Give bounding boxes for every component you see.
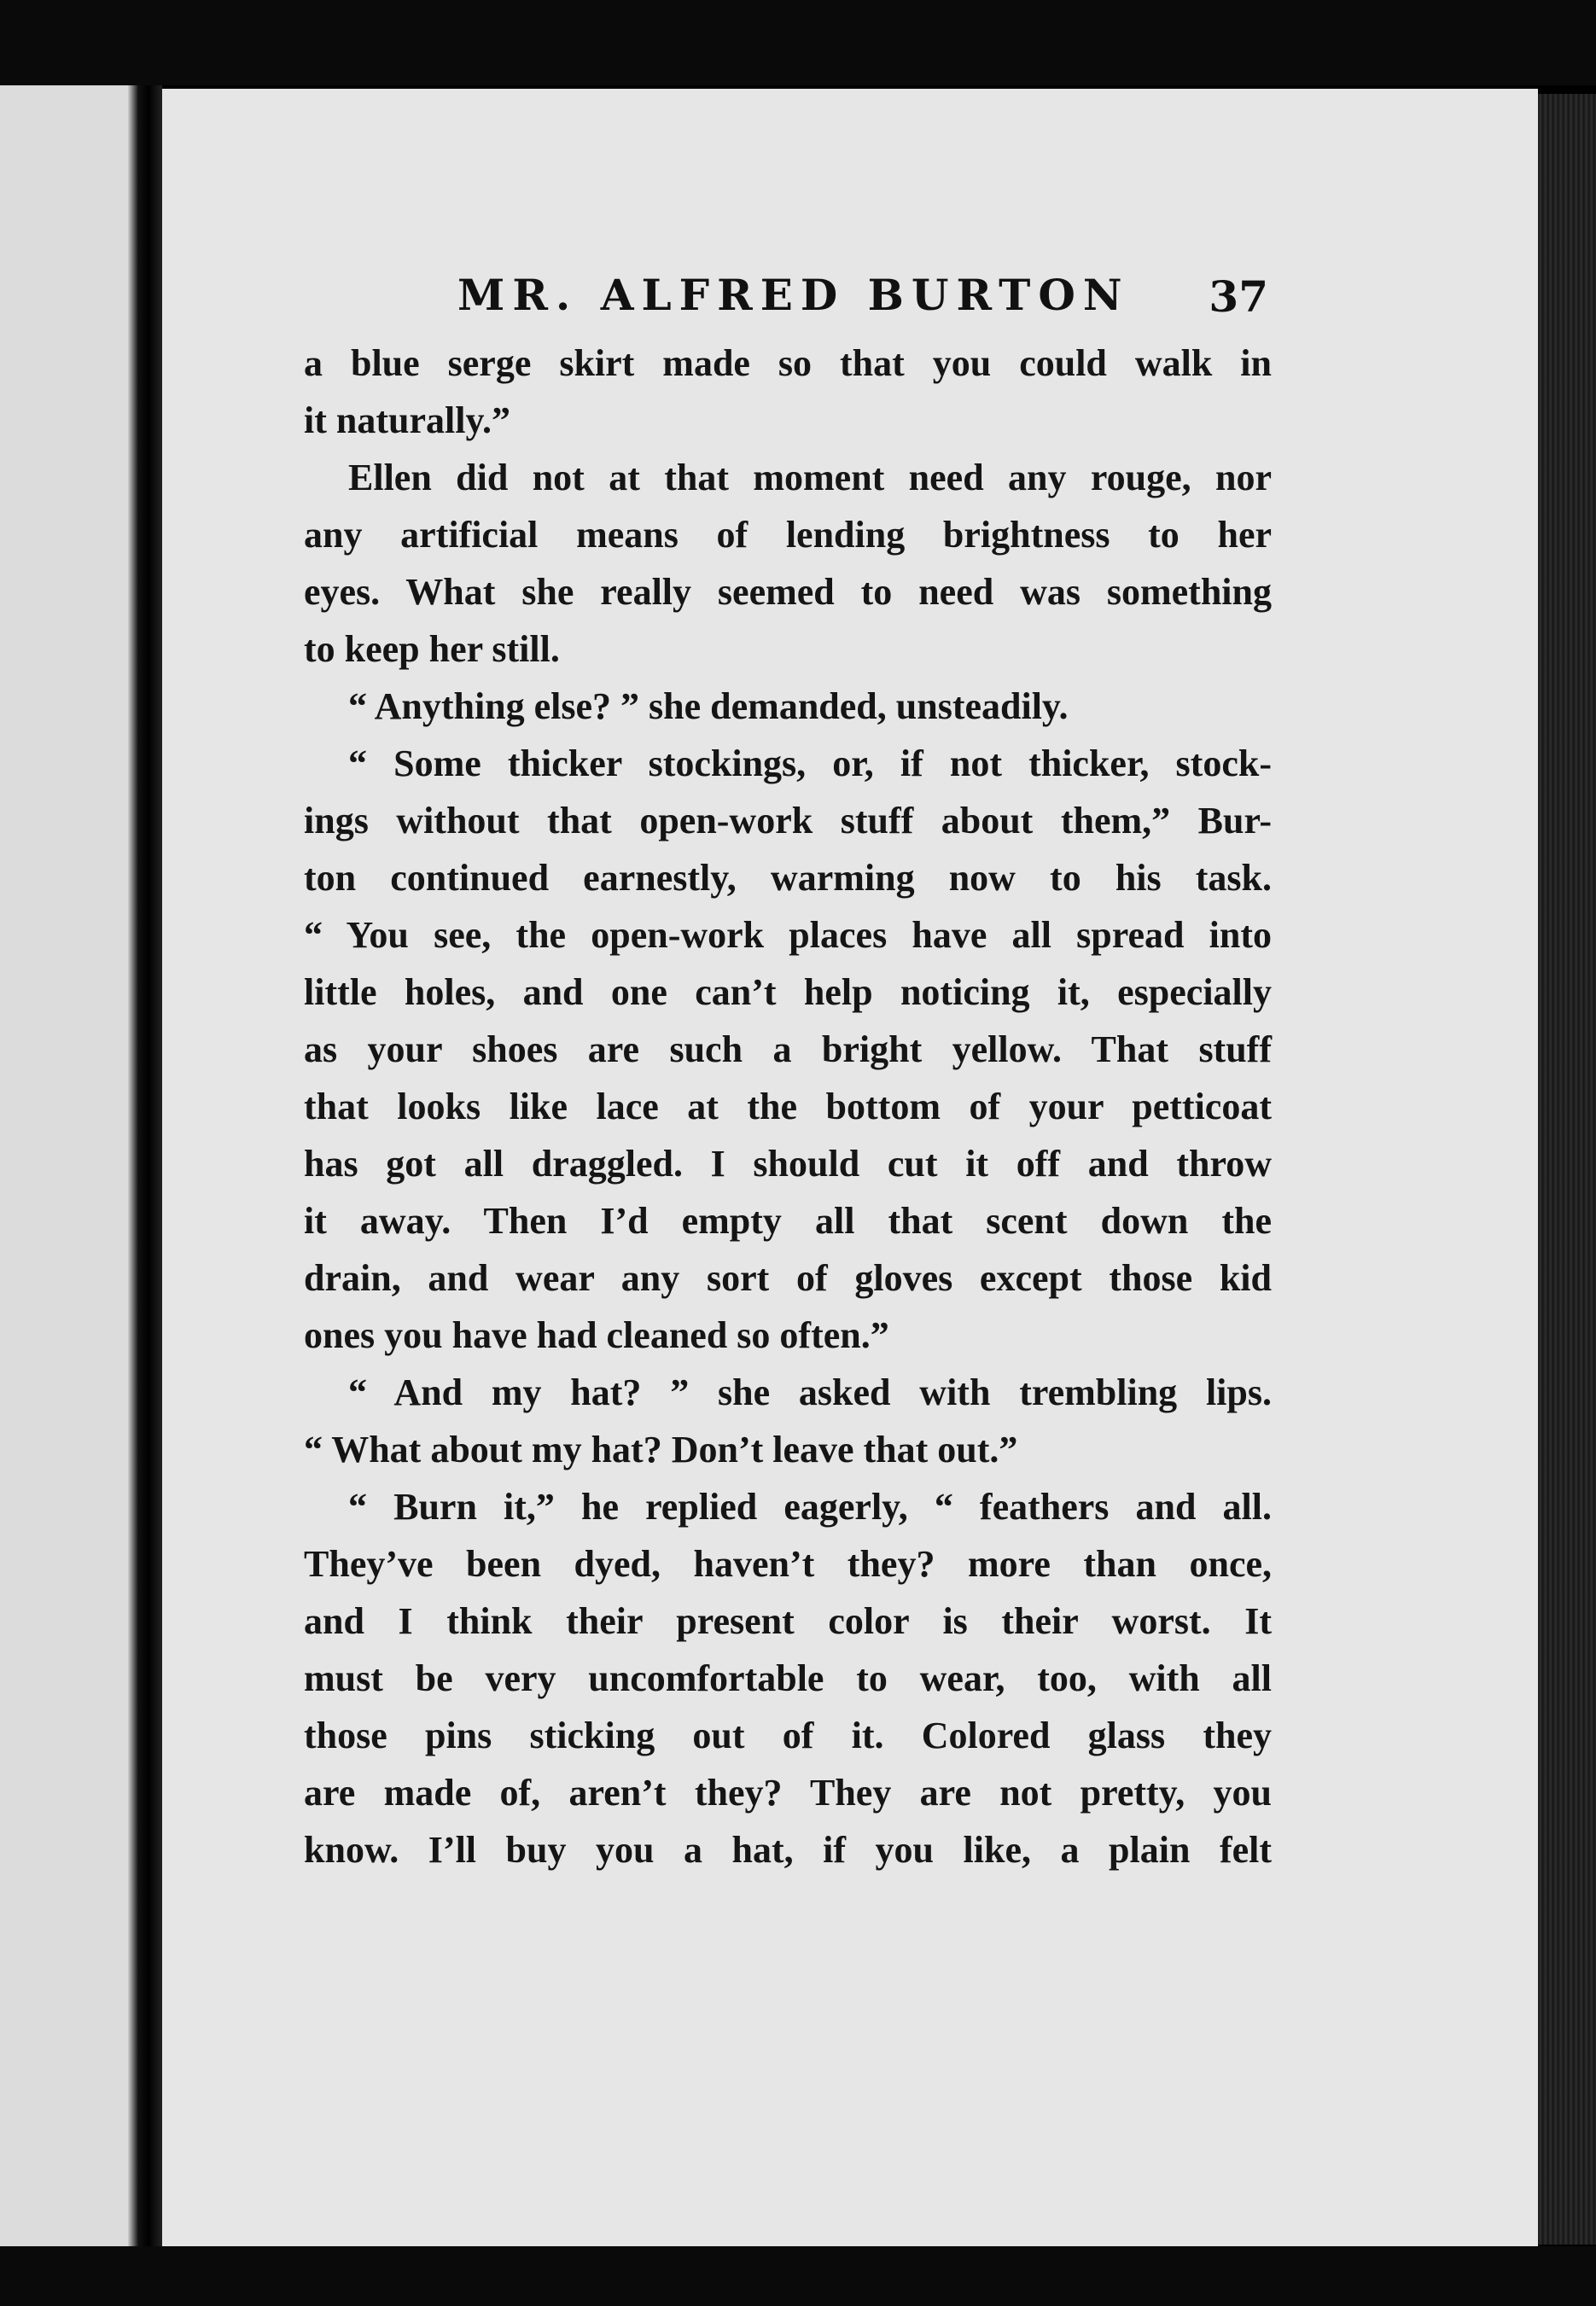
text-line: ones you have had cleaned so often.” — [304, 1314, 889, 1356]
text-line: ton continued earnestly, warming now to his task. — [304, 857, 1272, 899]
text-line: They’ve been dyed, haven’t they? more than once, — [304, 1543, 1272, 1585]
book-gutter — [128, 85, 162, 2246]
text-line: know. I’ll buy you a hat, if you like, a plain felt — [304, 1829, 1272, 1871]
text-line: has got all draggled. I should cut it off and throw — [304, 1143, 1272, 1185]
text-line: “ Burn it,” he replied eagerly, “ feathers and all. — [348, 1486, 1272, 1528]
text-line: “ Some thicker stockings, or, if not thicker, stock- — [348, 742, 1272, 784]
facing-page-edge — [0, 85, 147, 2246]
text-line: “ Anything else? ” she demanded, unsteadily. — [348, 685, 1069, 727]
text-line: “ You see, the open-work places have all spread into — [304, 914, 1272, 956]
text-line: and I think their present color is their worst. It — [304, 1600, 1272, 1642]
text-line: as your shoes are such a bright yellow. That stuff — [304, 1028, 1272, 1070]
running-head: MR. ALFRED BURTON — [457, 270, 1130, 320]
text-line: are made of, aren’t they? They are not pretty, you — [304, 1772, 1272, 1814]
text-line: drain, and wear any sort of gloves except those kid — [304, 1257, 1272, 1299]
text-line: ings without that open-work stuff about them,” Bur- — [304, 800, 1272, 841]
text-line: must be very uncomfortable to wear, too, with all — [304, 1657, 1272, 1699]
text-line: Ellen did not at that moment need any rouge, nor — [348, 457, 1272, 498]
scan-border-top — [0, 0, 1596, 85]
text-line: little holes, and one can’t help noticing it, especially — [304, 971, 1272, 1013]
text-line: “ What about my hat? Don’t leave that out.” — [304, 1429, 1018, 1470]
text-line: those pins sticking out of it. Colored glass they — [304, 1715, 1272, 1756]
text-line: eyes. What she really seemed to need was something — [304, 571, 1272, 613]
page-number: 37 — [1209, 271, 1268, 322]
text-line: “ And my hat? ” she asked with trembling lips. — [348, 1371, 1272, 1413]
text-line: to keep her still. — [304, 628, 560, 670]
page-header — [304, 263, 1272, 331]
text-line: that looks like lace at the bottom of your petticoat — [304, 1086, 1272, 1127]
scan-border-bottom — [0, 2246, 1596, 2306]
text-line: it away. Then I’d empty all that scent down the — [304, 1200, 1272, 1242]
text-line: it naturally.” — [304, 399, 511, 441]
text-line: a blue serge skirt made so that you could walk in — [304, 342, 1272, 384]
body-text — [304, 335, 1272, 1878]
text-line: any artificial means of lending brightness to her — [304, 514, 1272, 556]
page-stack-edge — [1538, 94, 1596, 2245]
